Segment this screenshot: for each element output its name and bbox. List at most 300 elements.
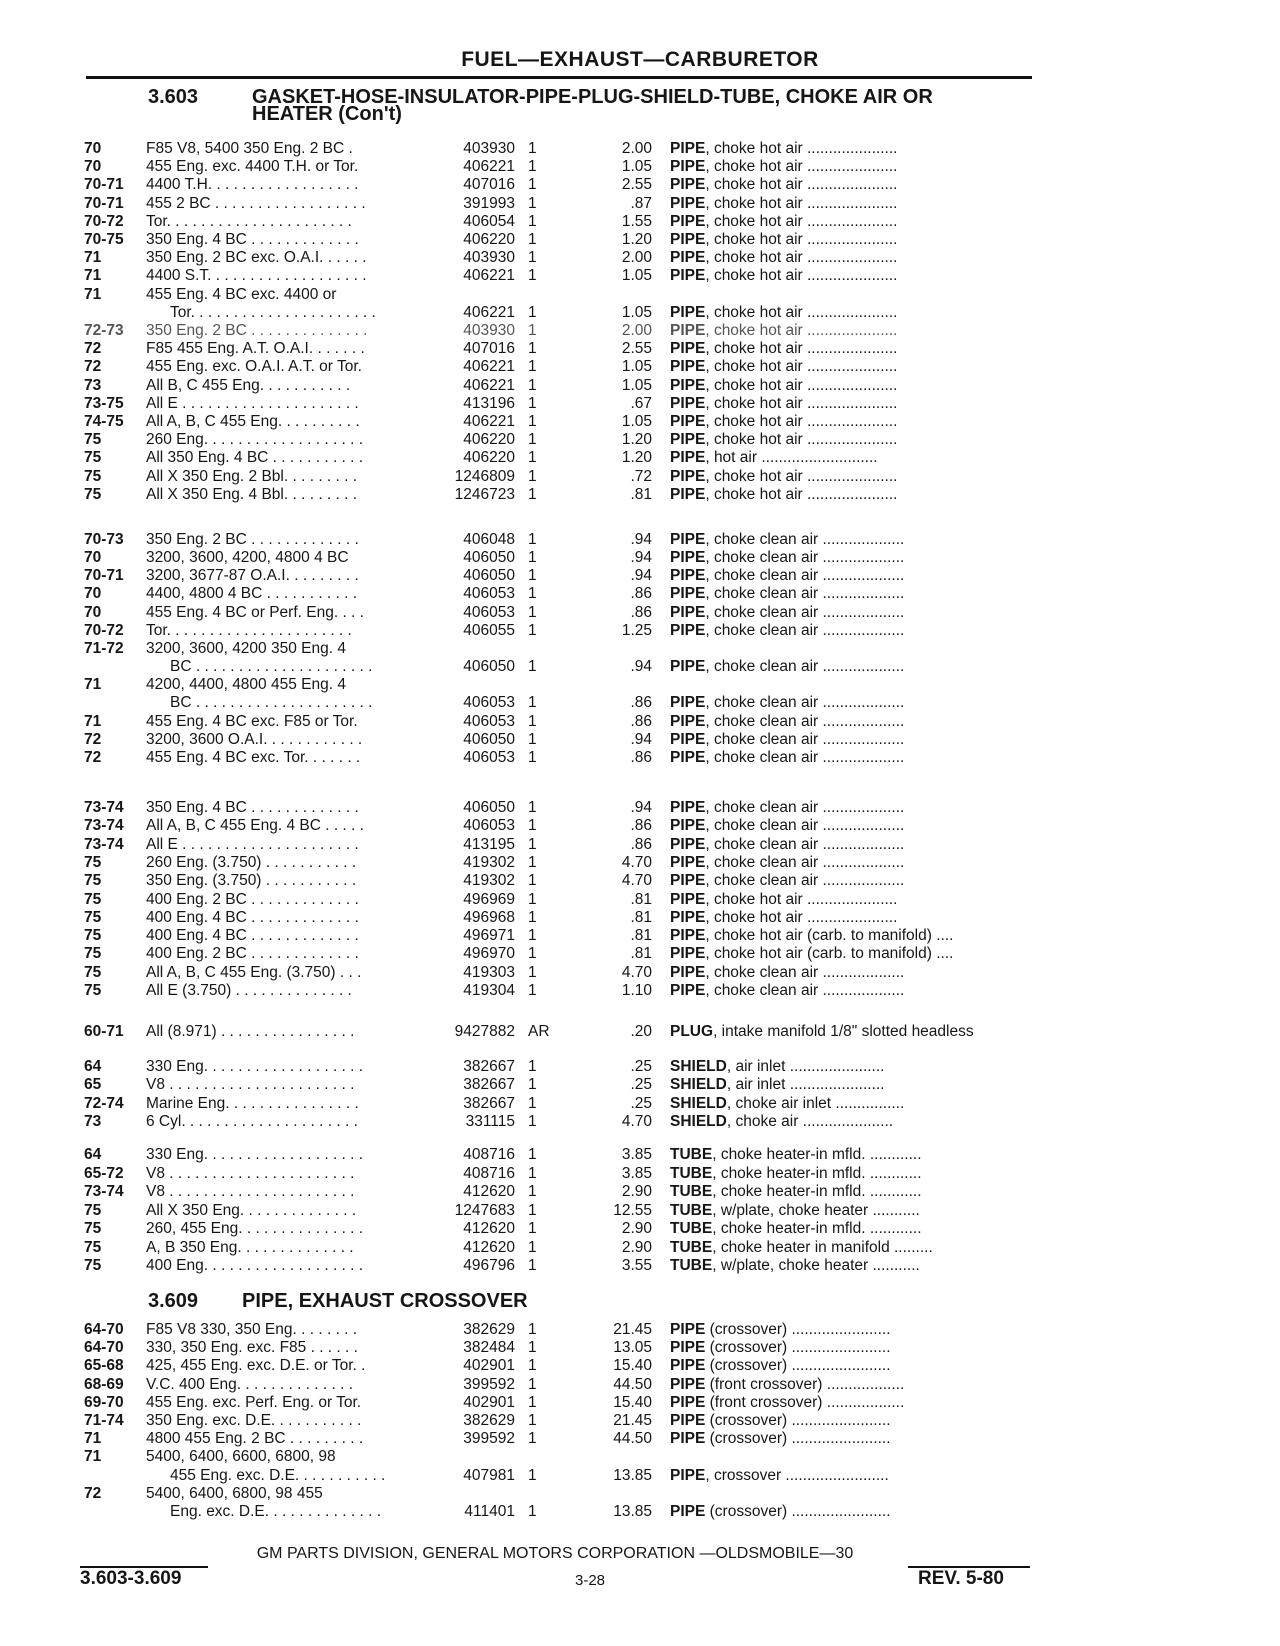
table-row — [0, 675, 1280, 694]
row-description: PIPE, choke clean air ................... — [670, 872, 905, 890]
row-year: 64-70 — [84, 1321, 124, 1338]
row-price: .25 — [630, 1058, 652, 1075]
row-year: 73-74 — [84, 817, 124, 835]
row-part-number: 382629 — [463, 1412, 515, 1429]
row-part-number: 382667 — [463, 1058, 515, 1075]
row-price: 21.45 — [613, 1321, 652, 1338]
row-year: 75 — [84, 872, 102, 890]
row-price: 1.05 — [621, 303, 652, 321]
row-application: All A, B, C 455 Eng. (3.750) . . . — [146, 963, 362, 981]
row-year: 75 — [84, 1257, 102, 1274]
table-row — [0, 157, 1280, 176]
row-price: 12.55 — [613, 1201, 652, 1219]
row-part-number: 406221 — [463, 413, 515, 430]
row-quantity: 1 — [528, 358, 537, 376]
row-description: PIPE, choke hot air ..................... — [670, 431, 898, 449]
page-header-title: FUEL—EXHAUST—CARBURETOR — [461, 48, 819, 71]
row-year: 70-71 — [84, 176, 124, 194]
row-quantity: 1 — [528, 1183, 537, 1200]
row-year: 72 — [84, 358, 102, 376]
row-price: 1.05 — [621, 267, 652, 285]
row-quantity: 1 — [528, 449, 537, 467]
row-price: .86 — [630, 603, 652, 621]
row-price: .87 — [630, 194, 652, 212]
row-part-number: 496969 — [463, 890, 515, 908]
row-quantity: 1 — [528, 176, 537, 194]
table-row — [0, 1502, 1280, 1521]
row-year: 70 — [84, 140, 102, 157]
row-price: .94 — [630, 730, 652, 748]
row-application: A, B 350 Eng. . . . . . . . . . . . . . — [146, 1238, 354, 1256]
row-part-number: 406053 — [463, 694, 515, 712]
row-price: 1.05 — [621, 413, 652, 430]
row-year: 70-72 — [84, 621, 124, 639]
row-application: Tor. . . . . . . . . . . . . . . . . . . . . . — [146, 621, 352, 639]
row-application: All X 350 Eng. . . . . . . . . . . . . . — [146, 1201, 357, 1219]
row-year: 65-72 — [84, 1164, 124, 1182]
row-part-number: 406221 — [463, 376, 515, 394]
row-application: 455 Eng. exc. 4400 T.H. or Tor. — [146, 158, 359, 176]
row-price: .94 — [630, 799, 652, 816]
row-description: PIPE, choke hot air ..................... — [670, 413, 898, 430]
row-price: 3.55 — [621, 1257, 652, 1274]
row-quantity: 1 — [528, 1146, 537, 1163]
row-application: V8 . . . . . . . . . . . . . . . . . . . . . . — [146, 1183, 355, 1200]
row-part-number: 382667 — [463, 1094, 515, 1112]
row-application: All X 350 Eng. 2 Bbl. . . . . . . . . — [146, 467, 358, 485]
table-row — [0, 1201, 1280, 1220]
footer-revision: REV. 5-80 — [918, 1568, 1004, 1589]
table-row — [0, 835, 1280, 854]
row-price: .86 — [630, 817, 652, 835]
row-description: PIPE, choke hot air ..................... — [670, 340, 898, 358]
row-application: 455 Eng. exc. Perf. Eng. or Tor. — [146, 1393, 362, 1411]
row-part-number: 413195 — [463, 835, 515, 853]
row-application: F85 V8 330, 350 Eng. . . . . . . . — [146, 1321, 358, 1338]
row-description: SHIELD, air inlet ...................... — [670, 1076, 885, 1094]
row-quantity: AR — [528, 1023, 550, 1040]
row-part-number: 406221 — [463, 267, 515, 285]
row-quantity: 1 — [528, 603, 537, 621]
row-part-number: 412620 — [463, 1220, 515, 1237]
row-price: 1.20 — [621, 431, 652, 449]
table-row — [0, 530, 1280, 549]
table-row — [0, 1256, 1280, 1275]
row-part-number: 1247683 — [454, 1201, 515, 1219]
row-price: 2.00 — [621, 140, 652, 157]
row-part-number: 419303 — [463, 963, 515, 981]
table-row — [0, 212, 1280, 231]
row-application: 400 Eng. . . . . . . . . . . . . . . . . . . — [146, 1257, 364, 1274]
row-quantity: 1 — [528, 890, 537, 908]
row-price: 13.05 — [613, 1339, 652, 1357]
row-quantity: 1 — [528, 963, 537, 981]
table-row — [0, 376, 1280, 395]
table-row — [0, 1429, 1280, 1448]
row-application: All (8.971) . . . . . . . . . . . . . . . . — [146, 1023, 355, 1040]
table-row — [0, 339, 1280, 358]
row-part-number: 1246809 — [454, 467, 515, 485]
section-title: PIPE, EXHAUST CROSSOVER — [242, 1290, 528, 1312]
row-price: .86 — [630, 585, 652, 603]
row-price: 4.70 — [621, 963, 652, 981]
row-year: 71 — [84, 676, 102, 694]
row-part-number: 406220 — [463, 449, 515, 467]
row-year: 74-75 — [84, 413, 124, 430]
row-part-number: 406221 — [463, 158, 515, 176]
row-price: 1.05 — [621, 376, 652, 394]
table-row — [0, 1075, 1280, 1094]
row-description: PIPE (crossover) ....................... — [670, 1357, 891, 1375]
row-year: 70 — [84, 585, 102, 603]
table-row — [0, 230, 1280, 249]
table-row — [0, 303, 1280, 322]
row-description: PIPE, choke hot air ..................... — [670, 249, 898, 267]
row-application: 455 Eng. 4 BC exc. F85 or Tor. — [146, 712, 358, 730]
row-price: .25 — [630, 1094, 652, 1112]
row-application: Tor. . . . . . . . . . . . . . . . . . . . . . — [146, 212, 352, 230]
row-application: 400 Eng. 2 BC . . . . . . . . . . . . . — [146, 890, 359, 908]
row-part-number: 399592 — [463, 1430, 515, 1448]
row-description: PIPE, choke clean air ................... — [670, 694, 905, 712]
row-year: 65 — [84, 1076, 102, 1094]
row-quantity: 1 — [528, 1257, 537, 1274]
row-price: 2.00 — [621, 249, 652, 267]
row-price: 2.00 — [621, 322, 652, 339]
row-quantity: 1 — [528, 322, 537, 339]
row-quantity: 1 — [528, 1412, 537, 1429]
row-description: PIPE, choke clean air ................... — [670, 730, 905, 748]
row-application: Tor. . . . . . . . . . . . . . . . . . . . . . — [170, 303, 376, 321]
section-title: GASKET-HOSE-INSULATOR-PIPE-PLUG-SHIELD-TUBE, CHOKE AIR OR — [252, 86, 933, 108]
row-description: PIPE, choke clean air ................... — [670, 963, 905, 981]
row-description: PIPE, choke clean air ................... — [670, 567, 905, 585]
row-quantity: 1 — [528, 658, 537, 676]
row-quantity: 1 — [528, 1466, 537, 1484]
row-year: 71 — [84, 1448, 102, 1466]
row-quantity: 1 — [528, 1076, 537, 1094]
row-part-number: 419302 — [463, 872, 515, 890]
row-application: All X 350 Eng. 4 Bbl. . . . . . . . . — [146, 485, 358, 503]
row-application: All A, B, C 455 Eng. 4 BC . . . . . — [146, 817, 364, 835]
row-quantity: 1 — [528, 1238, 537, 1256]
row-description: PIPE, choke hot air ..................... — [670, 194, 898, 212]
row-application: 350 Eng. 2 BC exc. O.A.I. . . . . . — [146, 249, 367, 267]
row-quantity: 1 — [528, 712, 537, 730]
row-quantity: 1 — [528, 1201, 537, 1219]
row-part-number: 402901 — [463, 1357, 515, 1375]
row-year: 75 — [84, 449, 102, 467]
row-price: .86 — [630, 748, 652, 766]
row-year: 73 — [84, 376, 102, 394]
row-part-number: 496968 — [463, 908, 515, 926]
row-year: 71-74 — [84, 1412, 124, 1429]
row-description: PIPE, choke clean air ................... — [670, 748, 905, 766]
table-row — [0, 139, 1280, 158]
row-part-number: 403930 — [463, 140, 515, 157]
row-price: 2.90 — [621, 1220, 652, 1237]
row-price: 21.45 — [613, 1412, 652, 1429]
row-quantity: 1 — [528, 231, 537, 248]
row-description: TUBE, choke heater-in mfld. ............ — [670, 1146, 922, 1163]
row-description: PIPE (crossover) ....................... — [670, 1412, 891, 1429]
row-part-number: 399592 — [463, 1375, 515, 1393]
row-quantity: 1 — [528, 267, 537, 285]
row-application: 4400 S.T. . . . . . . . . . . . . . . . . . . — [146, 267, 367, 285]
row-year: 75 — [84, 890, 102, 908]
row-quantity: 1 — [528, 194, 537, 212]
row-year: 73 — [84, 1112, 102, 1130]
row-description: PIPE, choke clean air ................... — [670, 799, 905, 816]
row-price: 1.25 — [621, 621, 652, 639]
row-quantity: 1 — [528, 908, 537, 926]
row-part-number: 407981 — [463, 1466, 515, 1484]
row-description: PIPE (crossover) ....................... — [670, 1503, 891, 1520]
row-price: 2.90 — [621, 1183, 652, 1200]
row-quantity: 1 — [528, 927, 537, 945]
row-year: 73-75 — [84, 394, 124, 412]
row-part-number: 406050 — [463, 730, 515, 748]
row-description: PIPE, choke hot air ..................... — [670, 467, 898, 485]
table-row — [0, 285, 1280, 304]
row-description: PIPE, choke hot air ..................... — [670, 303, 898, 321]
row-year: 71 — [84, 712, 102, 730]
row-description: PIPE (crossover) ....................... — [670, 1321, 891, 1338]
row-price: .94 — [630, 567, 652, 585]
table-row — [0, 448, 1280, 467]
row-quantity: 1 — [528, 621, 537, 639]
table-row — [0, 926, 1280, 945]
table-row — [0, 1484, 1280, 1503]
row-application: 350 Eng. 2 BC . . . . . . . . . . . . . . — [146, 322, 368, 339]
row-quantity: 1 — [528, 485, 537, 503]
row-quantity: 1 — [528, 817, 537, 835]
table-row — [0, 712, 1280, 731]
row-application: 4400, 4800 4 BC . . . . . . . . . . . — [146, 585, 358, 603]
row-price: 1.05 — [621, 158, 652, 176]
row-application: Eng. exc. D.E. . . . . . . . . . . . . . — [170, 1503, 382, 1520]
row-application: 455 Eng. exc. O.A.I. A.T. or Tor. — [146, 358, 362, 376]
row-quantity: 1 — [528, 212, 537, 230]
row-quantity: 1 — [528, 567, 537, 585]
row-price: 2.90 — [621, 1238, 652, 1256]
row-year: 75 — [84, 853, 102, 871]
row-application: 455 Eng. 4 BC or Perf. Eng. . . . — [146, 603, 364, 621]
row-year: 70-71 — [84, 567, 124, 585]
row-quantity: 1 — [528, 1164, 537, 1182]
row-quantity: 1 — [528, 394, 537, 412]
row-quantity: 1 — [528, 303, 537, 321]
row-application: F85 455 Eng. A.T. O.A.I. . . . . . . — [146, 340, 365, 358]
section-number: 3.609 — [148, 1290, 199, 1312]
row-description: SHIELD, air inlet ...................... — [670, 1058, 885, 1075]
row-application: BC . . . . . . . . . . . . . . . . . . . . . — [170, 694, 373, 712]
row-price: 15.40 — [613, 1393, 652, 1411]
row-part-number: 406053 — [463, 817, 515, 835]
table-row — [0, 548, 1280, 567]
table-row — [0, 1466, 1280, 1485]
row-price: .81 — [630, 890, 652, 908]
section-number: 3.603 — [148, 86, 199, 108]
table-row — [0, 467, 1280, 486]
row-application: 350 Eng. (3.750) . . . . . . . . . . . — [146, 872, 357, 890]
row-price: .81 — [630, 927, 652, 945]
row-description: PIPE, choke hot air ..................... — [670, 485, 898, 503]
row-application: 5400, 6400, 6800, 98 455 — [146, 1484, 323, 1502]
row-part-number: 406050 — [463, 799, 515, 816]
row-year: 71 — [84, 267, 102, 285]
row-application: BC . . . . . . . . . . . . . . . . . . . . . — [170, 658, 373, 676]
row-part-number: 411401 — [464, 1503, 515, 1520]
row-quantity: 1 — [528, 158, 537, 176]
row-quantity: 1 — [528, 467, 537, 485]
row-quantity: 1 — [528, 835, 537, 853]
row-quantity: 1 — [528, 1393, 537, 1411]
table-row — [0, 175, 1280, 194]
row-part-number: 406221 — [463, 303, 515, 321]
row-price: .81 — [630, 945, 652, 963]
row-application: 350 Eng. exc. D.E. . . . . . . . . . . — [146, 1412, 362, 1429]
row-year: 75 — [84, 982, 102, 999]
row-description: PIPE, choke hot air ..................... — [670, 212, 898, 230]
section-heading-3603 — [148, 88, 1028, 126]
row-price: 1.20 — [621, 449, 652, 467]
row-quantity: 1 — [528, 1503, 537, 1520]
row-year: 60-71 — [84, 1023, 124, 1040]
row-application: 330 Eng. . . . . . . . . . . . . . . . . . . — [146, 1146, 364, 1163]
row-year: 65-68 — [84, 1357, 124, 1375]
row-description: PIPE, choke clean air ................... — [670, 549, 905, 567]
row-price: 44.50 — [613, 1430, 652, 1448]
row-description: PIPE, choke clean air ................... — [670, 712, 905, 730]
row-application: Marine Eng. . . . . . . . . . . . . . . . — [146, 1094, 359, 1112]
row-part-number: 412620 — [463, 1238, 515, 1256]
row-price: .20 — [630, 1023, 652, 1040]
row-year: 75 — [84, 1201, 102, 1219]
row-description: SHIELD, choke air ..................... — [670, 1112, 894, 1130]
row-description: PIPE, choke hot air (carb. to manifold) .... — [670, 927, 954, 945]
row-year: 75 — [84, 485, 102, 503]
row-application: All E . . . . . . . . . . . . . . . . . . . . . — [146, 835, 359, 853]
row-application: All E . . . . . . . . . . . . . . . . . . . . . — [146, 394, 359, 412]
table-row — [0, 248, 1280, 267]
row-quantity: 1 — [528, 872, 537, 890]
row-year: 69-70 — [84, 1393, 124, 1411]
table-row — [0, 1375, 1280, 1394]
row-description: PIPE, choke clean air ................... — [670, 621, 905, 639]
row-price: .67 — [630, 394, 652, 412]
row-description: PIPE, choke clean air ................... — [670, 658, 905, 676]
row-description: PIPE, choke hot air ..................... — [670, 908, 898, 926]
row-part-number: 407016 — [463, 340, 515, 358]
row-year: 70-73 — [84, 531, 124, 548]
row-part-number: 406054 — [463, 212, 515, 230]
row-application: All 350 Eng. 4 BC . . . . . . . . . . . — [146, 449, 364, 467]
row-part-number: 406053 — [463, 712, 515, 730]
row-application: All E (3.750) . . . . . . . . . . . . . . — [146, 982, 352, 999]
row-year: 75 — [84, 1220, 102, 1237]
row-quantity: 1 — [528, 531, 537, 548]
row-year: 70 — [84, 603, 102, 621]
table-row — [0, 1057, 1280, 1076]
row-quantity: 1 — [528, 945, 537, 963]
row-part-number: 407016 — [463, 176, 515, 194]
row-part-number: 408716 — [463, 1146, 515, 1163]
row-part-number: 403930 — [463, 249, 515, 267]
row-description: PIPE, choke clean air ................... — [670, 982, 905, 999]
row-description: PIPE, choke hot air ..................... — [670, 394, 898, 412]
table-row — [0, 321, 1280, 340]
table-row — [0, 1164, 1280, 1183]
row-description: PIPE, choke hot air ..................... — [670, 267, 898, 285]
row-year: 75 — [84, 927, 102, 945]
row-application: 260, 455 Eng. . . . . . . . . . . . . . . — [146, 1220, 364, 1237]
row-description: TUBE, choke heater-in mfld. ............ — [670, 1220, 922, 1237]
row-application: 455 Eng. exc. D.E. . . . . . . . . . . — [170, 1466, 386, 1484]
row-year: 70 — [84, 158, 102, 176]
row-quantity: 1 — [528, 340, 537, 358]
row-application: 400 Eng. 4 BC . . . . . . . . . . . . . — [146, 908, 359, 926]
row-description: PLUG, intake manifold 1/8" slotted headless — [670, 1023, 974, 1040]
table-row — [0, 566, 1280, 585]
row-application: 3200, 3600, 4200 350 Eng. 4 — [146, 639, 346, 657]
row-price: 1.55 — [621, 212, 652, 230]
row-quantity: 1 — [528, 1321, 537, 1338]
row-application: 455 2 BC . . . . . . . . . . . . . . . . . . — [146, 194, 366, 212]
table-row — [0, 357, 1280, 376]
row-part-number: 413196 — [463, 394, 515, 412]
row-price: .86 — [630, 712, 652, 730]
row-description: SHIELD, choke air inlet ................ — [670, 1094, 905, 1112]
row-quantity: 1 — [528, 1357, 537, 1375]
table-row — [0, 1094, 1280, 1113]
table-row — [0, 194, 1280, 213]
row-description: PIPE (front crossover) .................. — [670, 1393, 905, 1411]
row-year: 71 — [84, 1430, 102, 1448]
row-application: 3200, 3600, 4200, 4800 4 BC — [146, 549, 349, 567]
header-rule — [86, 76, 1032, 79]
row-quantity: 1 — [528, 585, 537, 603]
row-price: .72 — [630, 467, 652, 485]
row-description: TUBE, choke heater in manifold ......... — [670, 1238, 933, 1256]
row-description: PIPE, choke clean air ................... — [670, 835, 905, 853]
row-application: 400 Eng. 2 BC . . . . . . . . . . . . . — [146, 945, 359, 963]
table-row — [0, 908, 1280, 927]
row-application: All B, C 455 Eng. . . . . . . . . . . — [146, 376, 351, 394]
section-title-continued: HEATER (Con't) — [252, 103, 402, 125]
row-application: V.C. 400 Eng. . . . . . . . . . . . . . — [146, 1375, 354, 1393]
row-part-number: 406050 — [463, 549, 515, 567]
row-price: 2.55 — [621, 176, 652, 194]
table-row — [0, 1182, 1280, 1201]
row-price: 1.05 — [621, 358, 652, 376]
row-application: 4400 T.H. . . . . . . . . . . . . . . . . . — [146, 176, 359, 194]
table-row — [0, 1411, 1280, 1430]
row-quantity: 1 — [528, 1339, 537, 1357]
row-quantity: 1 — [528, 1094, 537, 1112]
row-year: 73-74 — [84, 799, 124, 816]
row-description: PIPE (crossover) ....................... — [670, 1339, 891, 1357]
row-price: 4.70 — [621, 872, 652, 890]
row-part-number: 402901 — [463, 1393, 515, 1411]
row-quantity: 1 — [528, 431, 537, 449]
row-year: 72-73 — [84, 322, 124, 339]
row-description: PIPE, choke hot air ..................... — [670, 140, 898, 157]
row-year: 75 — [84, 945, 102, 963]
row-price: .81 — [630, 908, 652, 926]
row-year: 72 — [84, 340, 102, 358]
row-application: F85 V8, 5400 350 Eng. 2 BC . — [146, 140, 353, 157]
